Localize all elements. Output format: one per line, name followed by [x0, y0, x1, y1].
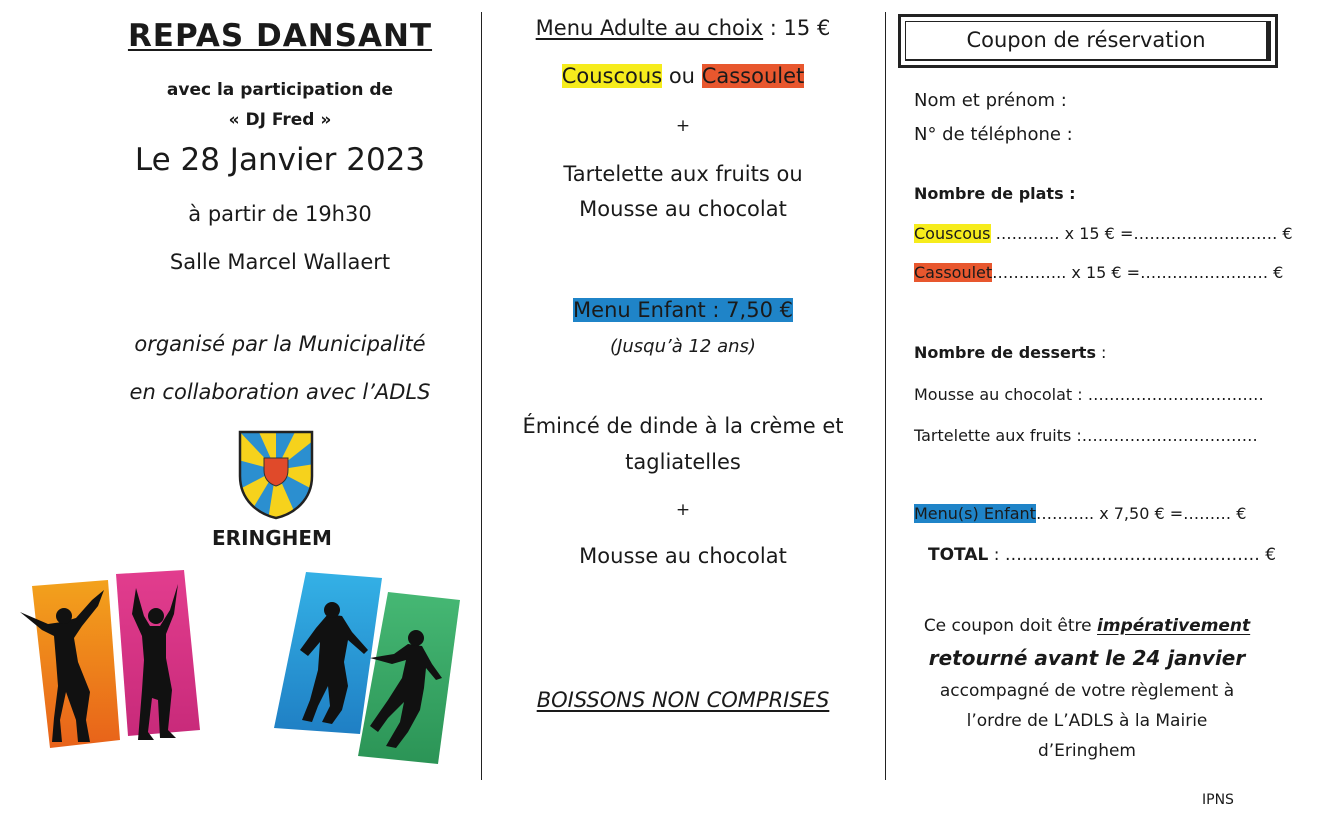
adult-dessert-line-1: Tartelette aux fruits ou [563, 162, 803, 186]
dish-couscous: Couscous [561, 64, 663, 88]
mousse-row: Mousse au chocolat : …………………………… [914, 385, 1264, 404]
dancers-illustration-left [20, 570, 210, 752]
footer-ipns: IPNS [1202, 792, 1234, 808]
dish-cassoulet: Cassoulet [701, 64, 805, 88]
child-age-limit: (Jusqu’à 12 ans) [610, 336, 756, 357]
couscous-fill-line: ………… x 15 € =……………………… € [990, 224, 1293, 243]
event-time: à partir de 19h30 [188, 202, 372, 226]
desserts-label: Nombre de desserts [914, 343, 1096, 362]
drinks-notice: BOISSONS NON COMPRISES [536, 688, 830, 712]
note-line-4: l’ordre de L’ADLS à la Mairie [966, 711, 1208, 731]
note-line-5: d’Eringhem [1037, 741, 1136, 761]
child-menu-heading [482, 298, 884, 322]
participation-text: avec la participation de [166, 80, 394, 100]
desserts-colon: : [1095, 343, 1107, 362]
eringhem-shield-logo [238, 430, 314, 520]
total-label: TOTAL [928, 545, 989, 565]
child-dessert: Mousse au chocolat [579, 544, 787, 568]
child-menu-fill-line: ……….. x 7,50 € =……… € [1035, 504, 1247, 523]
adult-menu-label: Menu Adulte au choix [535, 16, 764, 40]
child-menu-row [914, 504, 1246, 523]
event-title: REPAS DANSANT [127, 18, 433, 54]
child-menu-label: Menu Enfant : 7,50 € [573, 298, 793, 322]
phone-label: N° de téléphone : [914, 124, 1073, 145]
right-column [886, 0, 1318, 833]
collaboration-text: en collaboration avec l’ADLS [129, 380, 431, 404]
total-row [928, 545, 1276, 565]
cassoulet-label: Cassoulet [914, 263, 993, 282]
note-line-3: accompagné de votre règlement à [939, 681, 1235, 701]
plates-label: Nombre de plats : [914, 184, 1076, 203]
note-line-1 [886, 616, 1318, 636]
note-emphasis: impérativement [1097, 616, 1251, 636]
note-line-1-text: Ce coupon doit être [923, 616, 1098, 636]
name-label: Nom et prénom : [914, 90, 1067, 111]
cassoulet-fill-line: ………….. x 15 € =…………………… € [992, 263, 1284, 282]
desserts-row [914, 343, 1106, 362]
dj-name: « DJ Fred » [228, 110, 332, 130]
note-deadline: retourné avant le 24 janvier [928, 646, 1246, 670]
adult-menu-price: : 15 € [763, 16, 831, 40]
child-menu-count-label: Menu(s) Enfant [914, 504, 1036, 523]
child-dish-line-2: tagliatelles [625, 450, 741, 474]
event-date: Le 28 Janvier 2023 [134, 142, 426, 178]
couscous-label: Couscous [914, 224, 991, 243]
adult-menu-heading [482, 16, 884, 40]
organizer-text: organisé par la Municipalité [134, 332, 426, 356]
coupon-title-box [898, 14, 1278, 68]
town-name: ERINGHEM [212, 526, 332, 550]
event-venue: Salle Marcel Wallaert [169, 250, 391, 274]
coupon-title: Coupon de réservation [905, 21, 1271, 61]
middle-column [482, 0, 884, 833]
plus-sign-2: + [675, 500, 691, 520]
cassoulet-row [914, 263, 1283, 282]
left-column [0, 0, 480, 833]
or-text: ou [668, 64, 695, 88]
tartelette-row: Tartelette aux fruits :…………………………… [914, 426, 1258, 445]
adult-dessert-line-2: Mousse au chocolat [579, 197, 787, 221]
child-dish-line-1: Émincé de dinde à la crème et [522, 414, 844, 438]
plus-sign-1: + [675, 116, 691, 136]
couscous-row [914, 224, 1293, 243]
adult-main-choice [482, 64, 884, 88]
total-fill-line: : ……………………………………… € [988, 545, 1277, 565]
dancers-illustration-right [272, 570, 464, 766]
